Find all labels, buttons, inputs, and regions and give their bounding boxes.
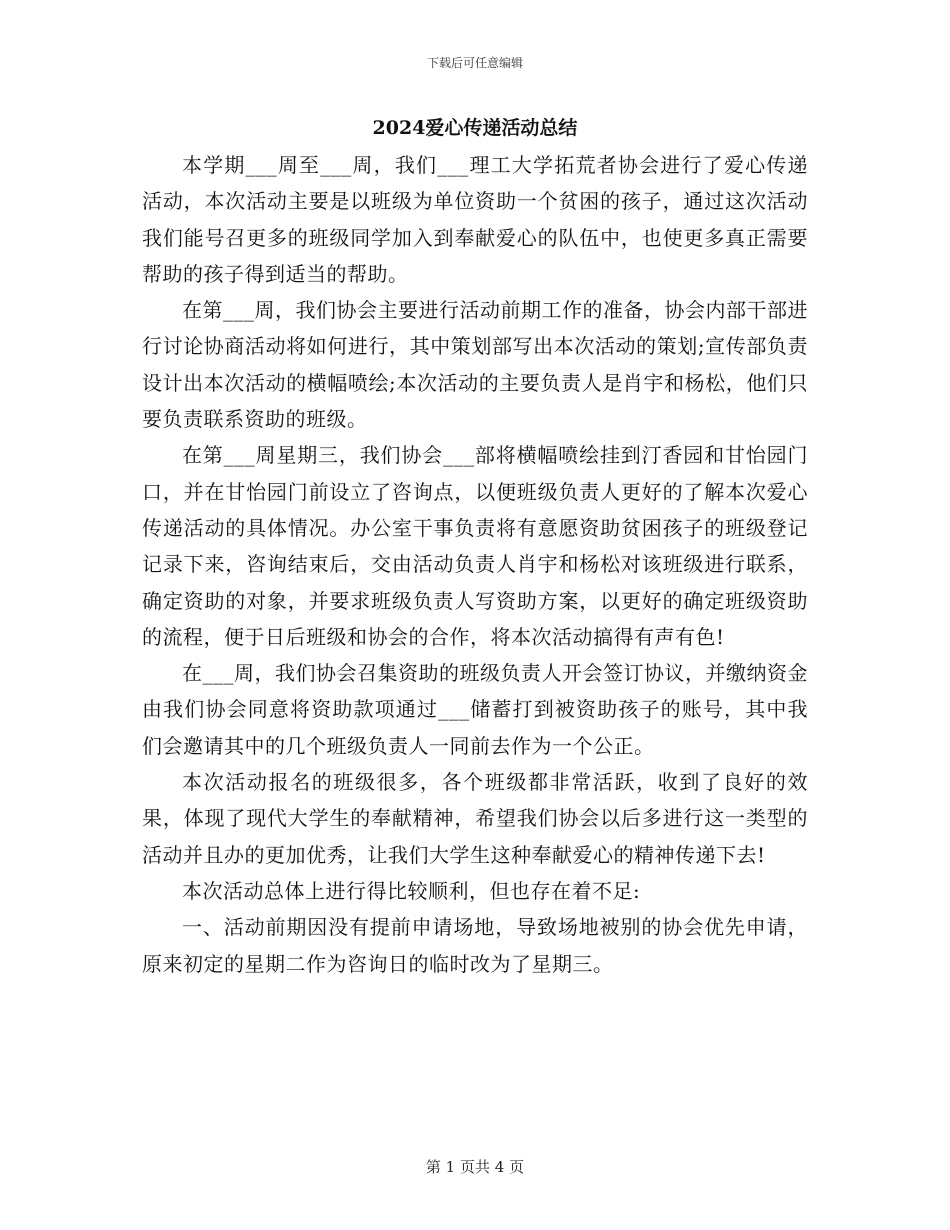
- page-number-footer: 第 1 页共 4 页: [425, 1158, 525, 1176]
- paragraph-6: 本次活动总体上进行得比较顺利，但也存在着不足:: [182, 878, 641, 903]
- paragraph-3: 在第___周星期三，我们协会___部将横幅喷绘挂到汀香园和甘怡园门口，并在甘怡园门前设立了咨询点，以便班级负责人更好的了解本次爱心传递活动的具体情况。办公室干事负责将有意愿资助贫困孩子的班级登记记录下来，咨询结束后，交由活动负责人肖宇和杨松对该班级进行联系，确定资助的对象，并要求班级负责人写资助方案，以更好的确定班级资助的流程，便于日后班级和协会的合作，将本次活动搞得有声有色!: [142, 443, 808, 649]
- paragraph-7: 一、活动前期因没有提前申请场地，导致场地被别的协会优先申请，原来初定的星期二作为咨询日的临时改为了星期三。: [142, 915, 808, 976]
- header-note: 下载后可任意编辑: [426, 56, 523, 70]
- paragraph-2: 在第___周，我们协会主要进行活动前期工作的准备，协会内部干部进行讨论协商活动将如何进行，其中策划部写出本次活动的策划;宣传部负责设计出本次活动的横幅喷绘;本次活动的主要负责人是肖宇和杨松，他们只要负责联系资助的班级。: [142, 298, 808, 432]
- paragraph-5: 本次活动报名的班级很多，各个班级都非常活跃，收到了良好的效果，体现了现代大学生的奉献精神，希望我们协会以后多进行这一类型的活动并且办的更加优秀，让我们大学生这种奉献爱心的精神传递下去!: [142, 770, 808, 867]
- document-body: [142, 147, 808, 982]
- document-title: 2024爱心传递活动总结: [372, 117, 578, 139]
- paragraph-1: 本学期___周至___周，我们___理工大学拓荒者协会进行了爱心传递活动，本次活动主要是以班级为单位资助一个贫困的孩子，通过这次活动我们能号召更多的班级同学加入到奉献爱心的队伍中，也使更多真正需要帮助的孩子得到适当的帮助。: [142, 153, 808, 286]
- paragraph-4: 在___周，我们协会召集资助的班级负责人开会签订协议，并缴纳资金由我们协会同意将资助款项通过___储蓄打到被资助孩子的账号，其中我们会邀请其中的几个班级负责人一同前去作为一个公正。: [142, 661, 808, 758]
